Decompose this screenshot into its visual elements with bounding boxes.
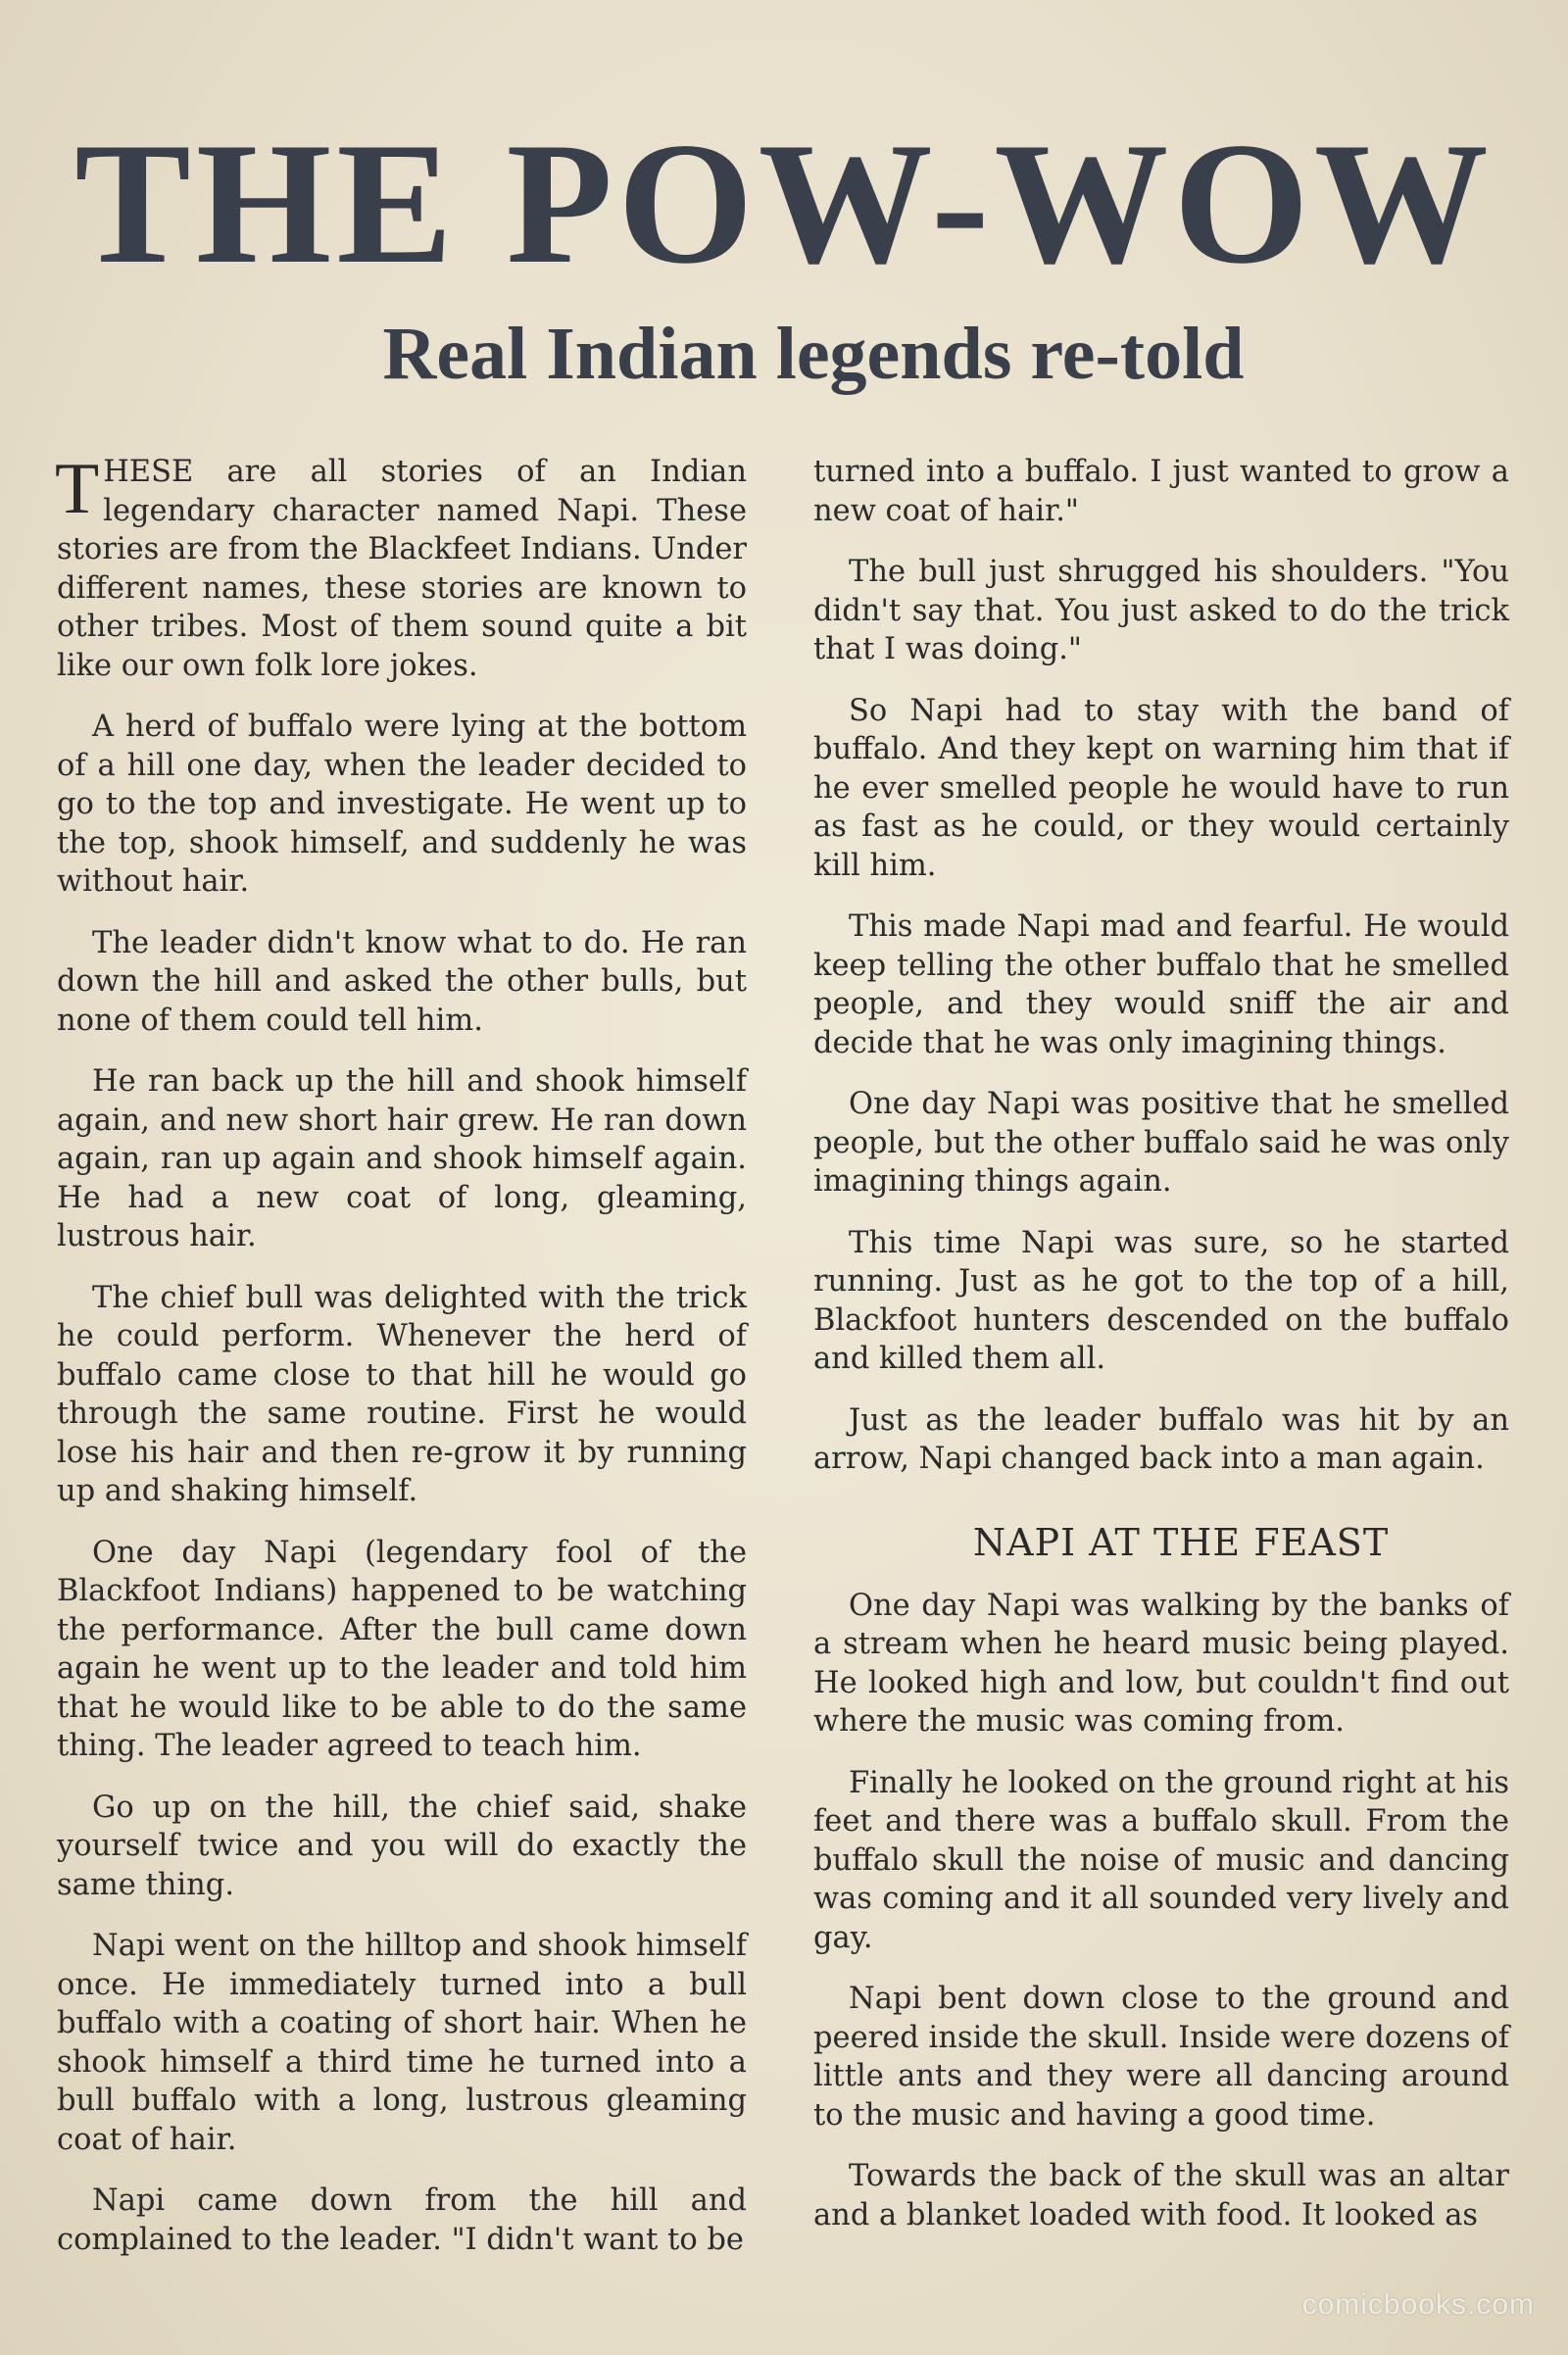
paragraph: Napi went on the hilltop and shook himself once. He immediately turned into a bull buffalo with a coating of short hair. When he shook himself a third time he turned into a bull buffalo with a long, lustrous gleaming coat of hair. — [57, 1929, 747, 2157]
paragraph: He ran back up the hill and shook himself again, and new short hair grew. He ran down again, ran up again and shook himself again. He had a new coat of long, gleaming, lustrous hair. — [57, 1064, 747, 1253]
drop-cap: T — [55, 449, 100, 529]
paragraph: One day Napi was positive that he smelled people, but the other buffalo said he was only imagining things again. — [813, 1087, 1509, 1199]
intro-paragraph — [55, 449, 747, 685]
paragraph: One day Napi (legendary fool of the Blackfoot Indians) happened to be watching the performance. After the bull came down again he went up to the leader and told him that he would like to be able to do the same thing. The leader agreed to teach him. — [57, 1535, 747, 1763]
paragraph: Napi came down from the hill and complained to the leader. "I didn't want to be — [57, 2183, 747, 2257]
watermark: comicbooks.com — [1301, 2288, 1535, 2321]
paragraph: One day Napi was walking by the banks of a stream when he heard music being played. He looked high and low, but couldn't find out where the music was coming from. — [813, 1588, 1509, 1739]
paragraph: The chief bull was delighted with the trick he could perform. Whenever the herd of buffalo came close to that hill he would go through the same routine. First he would lose his hair and then re-grow it by running up and shaking himself. — [57, 1280, 747, 1508]
paragraph: Finally he looked on the ground right at his feet and there was a buffalo skull. From the buffalo skull the noise of music and dancing was coming and it all sounded very lively and gay. — [813, 1765, 1509, 1955]
right-column — [813, 453, 1509, 2257]
paragraph: Towards the back of the skull was an altar and a blanket loaded with food. It looked as — [813, 2159, 1509, 2232]
paragraph: This time Napi was sure, so he started running. Just as he got to the top of a hill, Blackfoot hunters descended on the buffalo and killed them all. — [813, 1225, 1509, 1376]
paragraph: The bull just shrugged his shoulders. "You didn't say that. You just asked to do the trick that I was doing." — [813, 555, 1509, 666]
paragraph: Just as the leader buffalo was hit by an arrow, Napi changed back into a man again. — [813, 1402, 1509, 1476]
intro-text: HESE are all stories of an Indian legendary character named Napi. These stories are from the Blackfeet Indians. Under different names, these stories are known to other tribes. Most of them sound quite a bit like our own folk lore jokes. — [57, 455, 747, 683]
paragraph: The leader didn't know what to do. He ran down the hill and asked the other bulls, but none of them could tell him. — [57, 925, 747, 1038]
continued-paragraph: turned into a buffalo. I just wanted to grow a new coat of hair." — [813, 455, 1509, 528]
left-column — [55, 449, 747, 2281]
paragraph: Napi bent down close to the ground and peered inside the skull. Inside were dozens of little ants and they were all dancing around to the music and having a good time. — [813, 1982, 1509, 2133]
paragraph: So Napi had to stay with the band of buffalo. And they kept on warning him that if he ever smelled people he would have to run as fast as he could, or they would certainly kill him. — [813, 693, 1509, 883]
section-heading: NAPI AT THE FEAST — [972, 1520, 1390, 1564]
page-subtitle: Real Indian legends re-told — [382, 313, 1245, 395]
page-title: THE POW-WOW — [74, 106, 1494, 300]
paragraph: Go up on the hill, the chief said, shake yourself twice and you will do exactly the same thing. — [57, 1790, 747, 1902]
paragraph: A herd of buffalo were lying at the bottom of a hill one day, when the leader decided to go to the top and investigate. He went up to the top, shook himself, and suddenly he was without hair. — [57, 710, 747, 899]
paragraph: This made Napi mad and fearful. He would keep telling the other buffalo that he smelled people, and they would sniff the air and decide that he was only imagining things. — [813, 909, 1509, 1060]
